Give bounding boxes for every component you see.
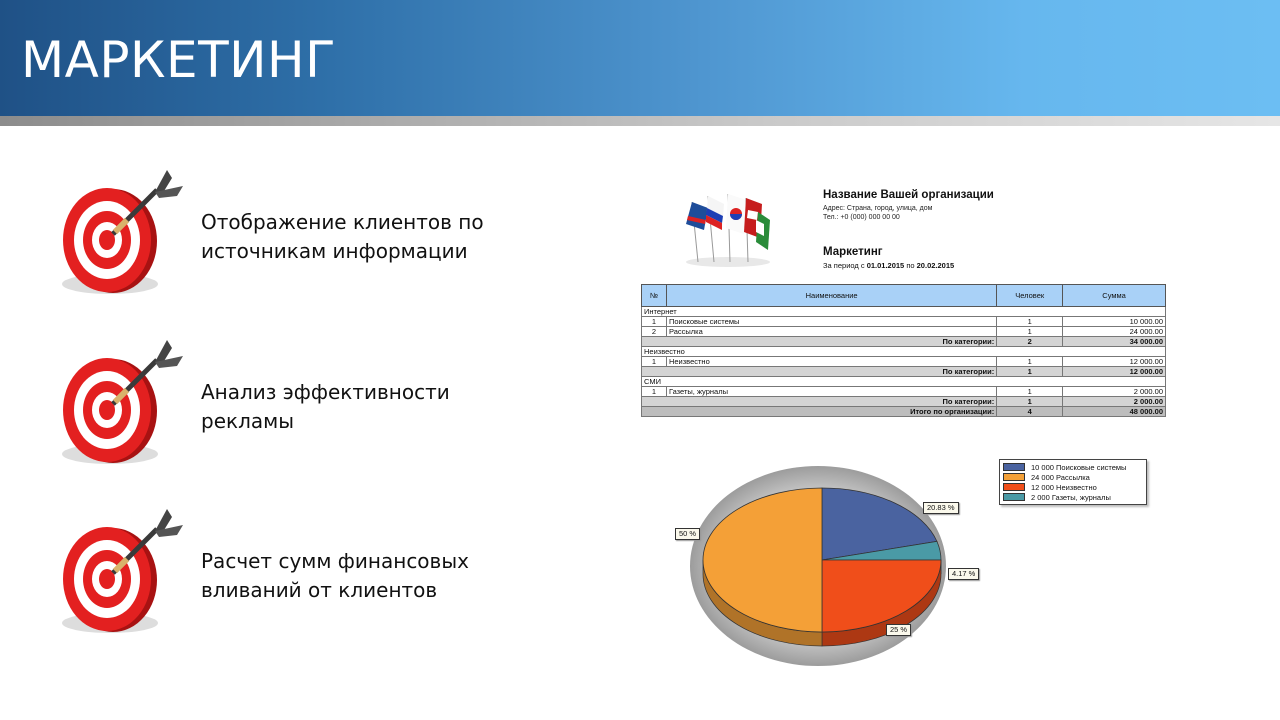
subtotal-label: По категории:	[642, 367, 997, 377]
slice-percent-label: 50 %	[675, 528, 700, 540]
col-sum-header: Сумма	[1063, 285, 1166, 307]
table-row	[642, 317, 1166, 327]
cell-people: 1	[997, 327, 1063, 337]
chart-legend	[999, 459, 1147, 505]
subtotal-row	[642, 397, 1166, 407]
category-name: Неизвестно	[642, 347, 1166, 357]
table-row	[642, 387, 1166, 397]
legend-label: 2 000 Газеты, журналы	[1031, 492, 1111, 502]
period-from: 01.01.2015	[866, 261, 905, 270]
cell-num: 1	[642, 317, 667, 327]
org-address: Адрес: Страна, город, улица, дом	[823, 205, 933, 212]
org-phone: Тел.: +0 (000) 000 00 00	[823, 214, 900, 221]
legend-item	[1003, 482, 1143, 492]
period-mid: по	[904, 261, 917, 270]
legend-item	[1003, 462, 1143, 472]
flags-logo-icon	[678, 190, 778, 268]
table-row	[642, 327, 1166, 337]
table-row	[642, 357, 1166, 367]
total-row	[642, 407, 1166, 417]
legend-item	[1003, 492, 1143, 502]
total-label: Итого по организации:	[642, 407, 997, 417]
subtotal-sum: 34 000.00	[1063, 337, 1166, 347]
subtotal-sum: 12 000.00	[1063, 367, 1166, 377]
cell-people: 1	[997, 317, 1063, 327]
bullet-text-line: рекламы	[201, 409, 294, 433]
slice-percent-label: 25 %	[886, 624, 911, 636]
legend-swatch	[1003, 473, 1025, 481]
cell-num: 1	[642, 387, 667, 397]
cell-sum: 2 000.00	[1063, 387, 1166, 397]
cell-sum: 24 000.00	[1063, 327, 1166, 337]
legend-label: 10 000 Поисковые системы	[1031, 462, 1127, 472]
bullet-text-line: Отображение клиентов по	[201, 210, 484, 234]
cell-sum: 12 000.00	[1063, 357, 1166, 367]
legend-label: 24 000 Рассылка	[1031, 472, 1090, 482]
target-dart-icon	[55, 505, 190, 645]
subtotal-people: 2	[997, 337, 1063, 347]
subtotal-sum: 2 000.00	[1063, 397, 1166, 407]
category-row	[642, 307, 1166, 317]
subtotal-row	[642, 337, 1166, 347]
legend-swatch	[1003, 483, 1025, 491]
category-name: СМИ	[642, 377, 1166, 387]
bullet-text-line: Анализ эффективности	[201, 380, 450, 404]
target-dart-icon	[55, 166, 190, 306]
cell-name: Поисковые системы	[666, 317, 996, 327]
bullet-item	[55, 505, 575, 645]
cell-people: 1	[997, 357, 1063, 367]
bullet-text-line: Расчет сумм финансовых	[201, 549, 469, 573]
slice-percent-label: 20.83 %	[923, 502, 959, 514]
subtotal-label: По категории:	[642, 337, 997, 347]
cell-num: 2	[642, 327, 667, 337]
cell-people: 1	[997, 387, 1063, 397]
total-people: 4	[997, 407, 1063, 417]
bullet-text-line: вливаний от клиентов	[201, 578, 438, 602]
period-prefix: За период с	[823, 261, 867, 270]
cell-name: Газеты, журналы	[666, 387, 996, 397]
col-people-header: Человек	[997, 285, 1063, 307]
total-sum: 48 000.00	[1063, 407, 1166, 417]
target-dart-icon	[55, 336, 190, 476]
legend-item	[1003, 472, 1143, 482]
cell-name: Неизвестно	[666, 357, 996, 367]
report-period	[823, 261, 954, 270]
period-to: 20.02.2015	[916, 261, 955, 270]
legend-label: 12 000 Неизвестно	[1031, 482, 1097, 492]
subtotal-label: По категории:	[642, 397, 997, 407]
report-title: Маркетинг	[823, 246, 883, 258]
legend-swatch	[1003, 463, 1025, 471]
subtotal-row	[642, 367, 1166, 377]
bullet-item	[55, 336, 575, 476]
legend-swatch	[1003, 493, 1025, 501]
category-row	[642, 377, 1166, 387]
slide-title: МАРКЕТИНГ	[21, 31, 337, 89]
col-name-header: Наименование	[666, 285, 996, 307]
org-contacts	[823, 204, 932, 222]
bullet-text-line: источникам информации	[201, 239, 468, 263]
col-num-header: №	[642, 285, 667, 307]
subtotal-people: 1	[997, 397, 1063, 407]
report-table	[641, 284, 1166, 417]
bullet-item	[55, 166, 575, 306]
header-divider	[0, 116, 1280, 126]
table-header-row	[642, 285, 1166, 307]
pie-chart	[690, 460, 960, 670]
category-name: Интернет	[642, 307, 1166, 317]
slice-percent-label: 4.17 %	[948, 568, 979, 580]
subtotal-people: 1	[997, 367, 1063, 377]
org-name: Название Вашей организации	[823, 189, 994, 201]
cell-name: Рассылка	[666, 327, 996, 337]
category-row	[642, 347, 1166, 357]
cell-sum: 10 000.00	[1063, 317, 1166, 327]
cell-num: 1	[642, 357, 667, 367]
